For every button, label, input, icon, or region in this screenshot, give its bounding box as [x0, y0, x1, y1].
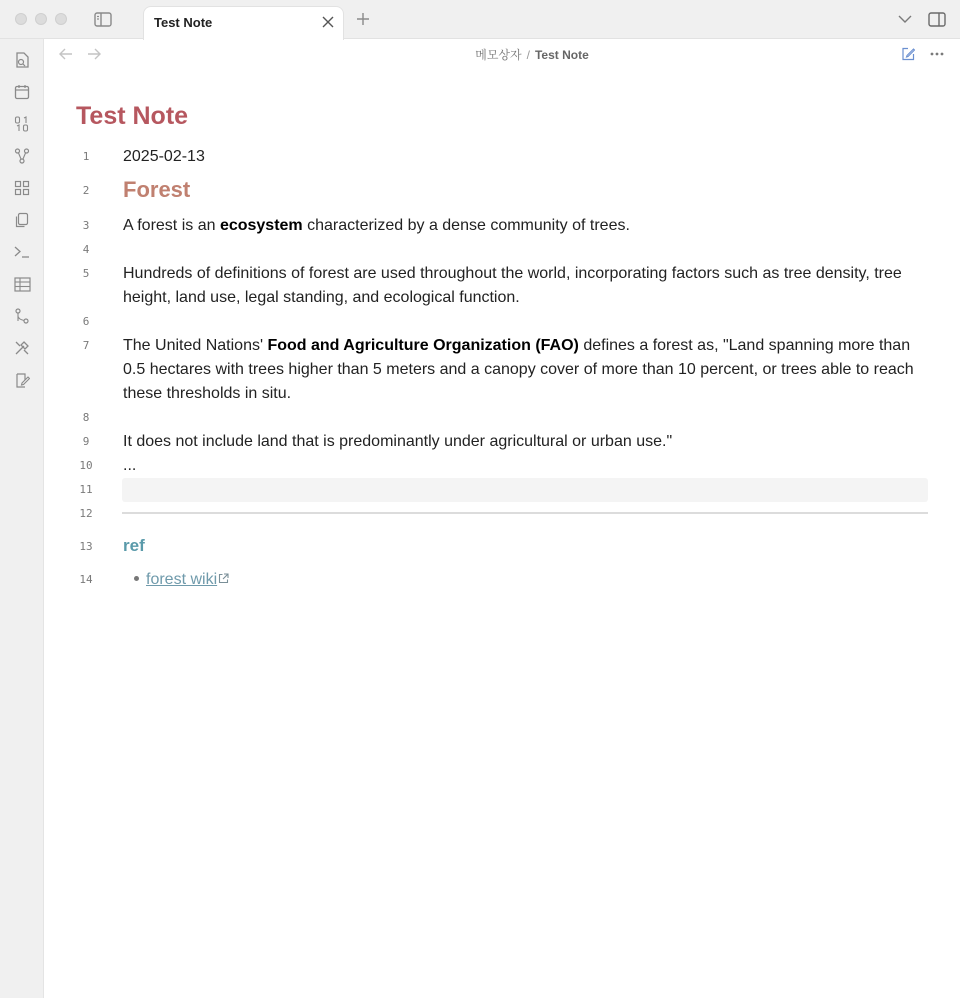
breadcrumb: [0, 46, 960, 63]
line-number: 9: [82, 435, 90, 448]
horizontal-rule: [122, 512, 928, 514]
right-sidebar-icon[interactable]: [927, 10, 947, 28]
line-number: 1: [82, 150, 90, 163]
paragraph-line-7[interactable]: [123, 334, 928, 406]
link-text: forest wiki: [146, 571, 218, 589]
ellipsis-line[interactable]: ...: [123, 457, 137, 474]
breadcrumb-current[interactable]: Test Note: [534, 48, 589, 62]
edit-note-icon[interactable]: [11, 369, 33, 391]
line-number: 8: [82, 411, 90, 424]
bold-text: ecosystem: [219, 217, 303, 234]
text-segment: defines a forest as, "Land spanning more than 0.5 hectares with trees higher than 5 meters and a canopy cover of more than 10 percent, or trees able to reach these thresholds in situ.: [123, 337, 914, 402]
terminal-icon[interactable]: [11, 241, 33, 263]
line-number: 5: [82, 267, 90, 280]
tab-test-note[interactable]: [143, 6, 344, 40]
window-minimize-button[interactable]: [35, 13, 47, 25]
line-number: 6: [82, 315, 90, 328]
line-number: 4: [82, 243, 90, 256]
inline-note-title[interactable]: Test Note: [76, 102, 189, 130]
graph-icon[interactable]: [11, 145, 33, 167]
line-number: 2: [82, 184, 90, 197]
bullet-point: [134, 576, 139, 581]
line-number: 3: [82, 219, 90, 232]
active-line-highlight: [122, 478, 928, 502]
git-icon[interactable]: [11, 305, 33, 327]
canvas-icon[interactable]: [11, 177, 33, 199]
left-ribbon: [0, 39, 44, 998]
paragraph-line-5[interactable]: Hundreds of definitions of forest are used throughout the world, incorporating factors such as tree density, tree height, land use, legal standing, and ecological function.: [123, 265, 902, 306]
calendar-icon[interactable]: [11, 81, 33, 103]
text-segment: A forest is an: [123, 217, 220, 234]
sidebar-toggle-icon[interactable]: [92, 10, 114, 28]
close-icon[interactable]: [321, 15, 335, 29]
heading-forest[interactable]: Forest: [123, 177, 191, 202]
tools-icon[interactable]: [11, 337, 33, 359]
paragraph-line-9[interactable]: It does not include land that is predominantly under agricultural or urban use.": [123, 433, 673, 450]
binary-icon[interactable]: [11, 113, 33, 135]
title-bar: [0, 0, 960, 39]
plus-icon[interactable]: [354, 10, 372, 28]
date-line[interactable]: 2025-02-13: [123, 148, 205, 165]
table-icon[interactable]: [11, 273, 33, 295]
text-segment: characterized by a dense community of trees.: [302, 217, 630, 234]
window-zoom-button[interactable]: [55, 13, 67, 25]
tab-title: Test Note: [154, 15, 213, 30]
bold-text: Food and Agriculture Organization (FAO): [267, 337, 579, 354]
line-number: 14: [79, 573, 93, 586]
line-number: 13: [79, 540, 93, 553]
line-number: 10: [79, 459, 93, 472]
line-number: 12: [79, 507, 93, 520]
edit-mode-icon[interactable]: [900, 46, 916, 62]
external-link[interactable]: [146, 570, 229, 590]
line-number: 7: [82, 339, 90, 352]
paragraph-line-3[interactable]: [123, 214, 928, 238]
copy-icon[interactable]: [11, 209, 33, 231]
heading-ref[interactable]: ref: [123, 536, 145, 555]
window-close-button[interactable]: [15, 13, 27, 25]
breadcrumb-separator: /: [526, 48, 530, 62]
line-number: 11: [79, 483, 93, 496]
breadcrumb-folder[interactable]: 메모상자: [475, 48, 522, 62]
text-segment: The United Nations': [123, 337, 268, 354]
chevron-down-icon[interactable]: [896, 11, 914, 27]
external-link-icon: [218, 570, 229, 590]
more-options-icon[interactable]: [929, 46, 945, 62]
